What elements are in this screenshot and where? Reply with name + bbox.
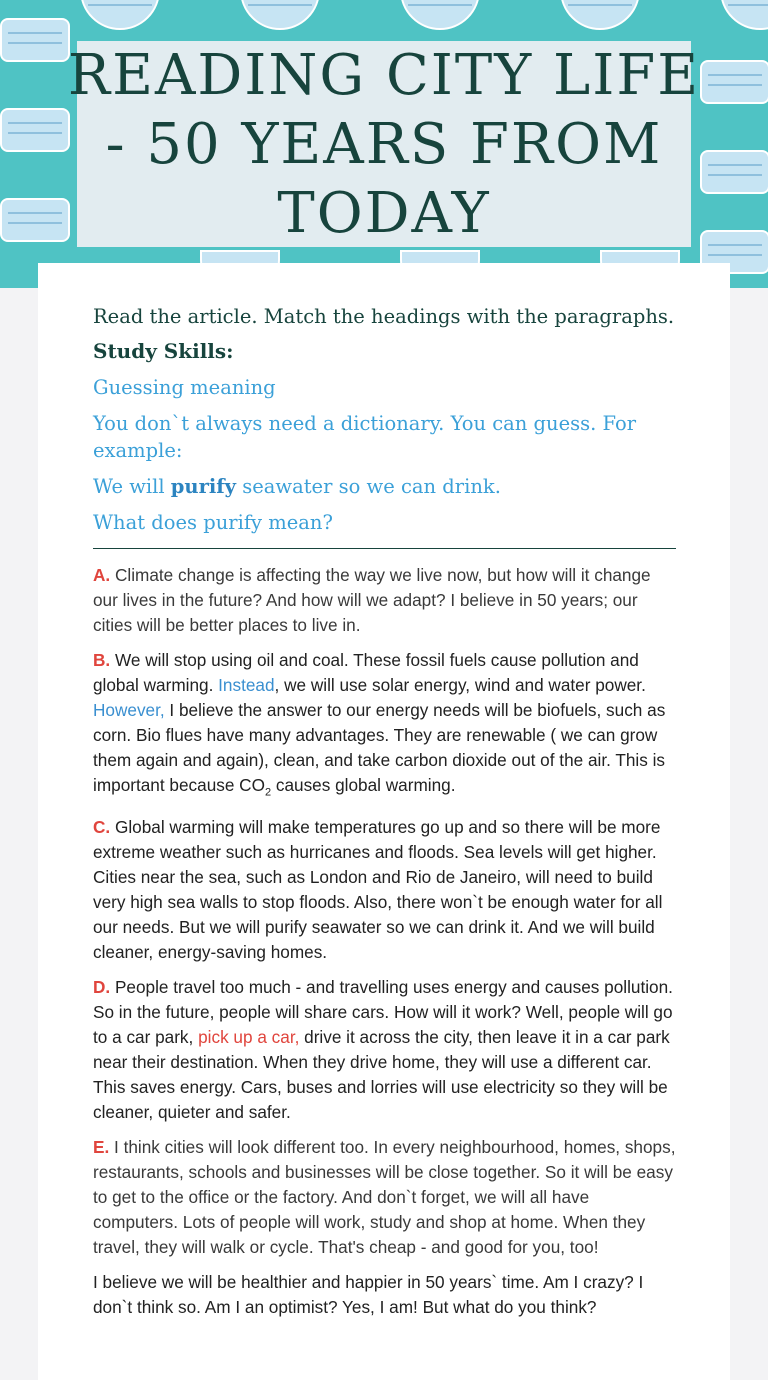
paragraph-text: People travel too much - and travelling uses energy and causes pollution. So in the future, people will share cars. How will it work? Well, people will go to a car park, <box>93 977 673 1048</box>
example-word: purify <box>170 475 237 498</box>
highlight-instead: Instead <box>218 675 275 695</box>
face-mask-pattern <box>80 0 160 30</box>
example-before: We will <box>93 475 171 498</box>
title-box <box>67 41 701 247</box>
paragraph-text: We will stop using oil and coal. These fossil fuels cause pollution and global warming. <box>93 650 639 695</box>
paragraph-text: , we will use solar energy, wind and water power. <box>274 675 646 695</box>
article-content <box>93 303 676 1330</box>
page-title: READING CITY LIFE - 50 YEARS FROM TODAY <box>67 43 701 246</box>
paragraph-letter: A. <box>93 565 111 585</box>
paragraph-text: I believe the answer to our energy needs will be biofuels, such as corn. Bio flues have many advantages. They are renewable ( we can grow them again and again), clean, and take carbon dioxide out of the air. This is important because CO <box>93 700 666 795</box>
face-mask-pattern <box>240 0 320 30</box>
study-skills-tip: You don`t always need a dictionary. You can guess. For example: <box>93 412 637 462</box>
paragraph-letter: D. <box>93 977 111 998</box>
paragraph-letter: E. <box>93 1137 110 1158</box>
paragraph-letter: C. <box>93 817 111 838</box>
study-skills-example <box>93 473 676 500</box>
paragraph-a <box>93 563 676 638</box>
paragraph-d <box>93 975 676 1125</box>
study-skills-subheading: Guessing meaning <box>93 376 276 399</box>
paragraph-b <box>93 648 676 805</box>
face-mask-pattern <box>400 0 480 30</box>
divider <box>93 548 676 549</box>
face-mask-pattern <box>560 0 640 30</box>
study-skills-question: What does purify mean? <box>93 511 333 534</box>
paragraph-letter: B. <box>93 650 111 670</box>
instructions: Read the article. Match the headings with the paragraphs. <box>93 305 675 328</box>
content-card <box>38 263 730 1380</box>
closing-paragraph: I believe we will be healthier and happier in 50 years` time. Am I crazy? I don`t think so. Am I an optimist? Yes, I am! But what do you think? <box>93 1272 644 1318</box>
subscript-2: 2 <box>264 786 272 799</box>
paragraph-text: Global warming will make temperatures go up and so there will be more extreme weather such as hurricanes and floods. Sea levels will get higher. Cities near the sea, such as London and Rio de Janeiro, will need to build very high sea walls to stop floods. Also, there won`t be enough water for all our needs. But we will purify seawater so we can drink it. And we will build cleaner, energy-saving homes. <box>93 817 663 963</box>
paragraph-text: causes global warming. <box>271 775 456 795</box>
highlight-however: However, <box>93 700 165 720</box>
example-after: seawater so we can drink. <box>236 475 501 498</box>
face-mask-pattern <box>720 0 768 30</box>
paragraph-text: drive it across the city, then leave it in a car park near their destination. When they drive home, they will use a different car. This saves energy. Cars, buses and lorries will use electricity so they will be cleaner, quieter and safer. <box>93 1027 670 1123</box>
paragraph-e <box>93 1135 676 1260</box>
paragraph-c <box>93 815 676 965</box>
paragraph-text: Climate change is affecting the way we live now, but how will it change our lives in the future? And how will we adapt? I believe in 50 years; our cities will be better places to live in. <box>93 565 651 635</box>
highlight-pick-up-a-car: pick up a car, <box>198 1027 300 1048</box>
paragraph-text: I think cities will look different too. In every neighbourhood, homes, shops, restaurants, schools and businesses will be close together. So it will be easy to get to the office or the factory. And don`t forget, we will all have computers. Lots of people will work, study and shop at home. When they travel, they will walk or cycle. That's cheap - and good for you, too! <box>93 1137 676 1258</box>
study-skills-heading: Study Skills: <box>93 339 234 363</box>
